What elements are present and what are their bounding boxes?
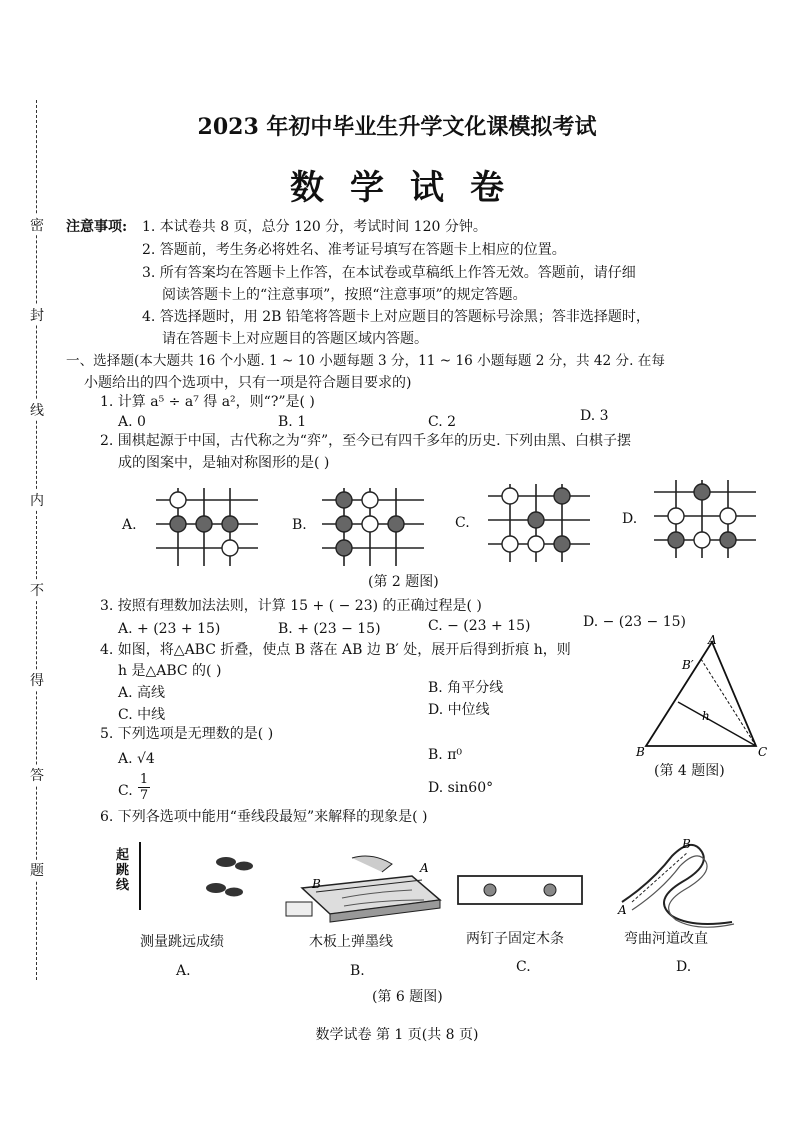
note-4-cont: 请在答题卡上对应题目的答题区域内答题。 — [162, 331, 428, 347]
q6-caption: (第 6 题图) — [372, 989, 443, 1005]
exam-title: 2023 年初中毕业生升学文化课模拟考试 — [197, 114, 597, 140]
q6-letter-b: B. — [350, 963, 365, 979]
q6-pic-b-label-a: A — [420, 861, 429, 875]
seal-char-feng: 封 — [27, 305, 47, 325]
q5-option-a: A. √4 — [118, 751, 155, 767]
q1-option-c: C. 2 — [428, 414, 457, 430]
q3-option-d: D. − (23 − 15) — [583, 614, 686, 630]
q6-pic-b-ink-line-board — [282, 848, 442, 928]
q5-stem: 5. 下列选项是无理数的是( ) — [100, 726, 274, 742]
q4-label-a: A — [708, 633, 717, 647]
q6-jump-line-label: 起跳线 — [116, 848, 130, 893]
q2-stem-cont: 成的图案中，是轴对称图形的是( ) — [118, 455, 330, 471]
q6-letter-c: C. — [516, 959, 531, 975]
q6-stem: 6. 下列各选项中能用“垂线段最短”来解释的现象是( ) — [100, 809, 428, 825]
q5-fraction-numerator: 1 — [139, 772, 149, 787]
q4-option-a: A. 高线 — [118, 685, 166, 701]
q4-stem-cont: h 是△ABC 的( ) — [118, 663, 222, 679]
q4-label-h: h — [702, 709, 710, 723]
q1-option-d: D. 3 — [580, 408, 609, 424]
q1-option-b: B. 1 — [278, 414, 307, 430]
q6-pic-a-footprints — [136, 842, 266, 912]
q3-option-b: B. + (23 − 15) — [278, 621, 381, 637]
q6-pic-d-label-b: B — [682, 837, 691, 851]
q1-stem: 1. 计算 a⁵ ÷ a⁷ 得 a²，则“?”是( ) — [100, 394, 315, 410]
seal-char-da: 答 — [27, 765, 47, 785]
q4-stem: 4. 如图，将△ABC 折叠，使点 B 落在 AB 边 B′ 处，展开后得到折痕 h，则 — [100, 642, 571, 658]
q2-label-b: B. — [292, 517, 307, 533]
seal-char-xian: 线 — [27, 400, 47, 420]
q3-option-a: A. + (23 + 15) — [118, 621, 221, 637]
q4-label-b: B — [636, 745, 645, 759]
q3-stem: 3. 按照有理数加法法则，计算 15 + ( − 23) 的正确过程是( ) — [100, 598, 482, 614]
q6-pic-d-curved-river — [614, 836, 744, 928]
q6-pic-a-caption: 测量跳远成绩 — [140, 934, 224, 950]
q2-caption: (第 2 题图) — [368, 574, 439, 590]
q5-option-c-fraction — [138, 772, 150, 803]
q6-pic-b-label-b: B — [312, 877, 321, 891]
q6-letter-a: A. — [176, 963, 191, 979]
notes-label: 注意事项: — [66, 219, 128, 235]
q6-pic-d-label-a: A — [618, 903, 627, 917]
q4-label-c: C — [758, 745, 768, 759]
q6-pic-c-nailed-strip — [456, 870, 586, 910]
q4-caption: (第 4 题图) — [654, 763, 725, 779]
q5-option-d: D. sin60° — [428, 780, 494, 796]
seal-char-nei: 内 — [27, 490, 47, 510]
go-pattern-d — [650, 478, 760, 560]
q3-option-c: C. − (23 + 15) — [428, 618, 531, 634]
paper-title: 数学试卷 — [290, 168, 530, 208]
q2-label-c: C. — [455, 515, 470, 531]
go-pattern-c — [484, 482, 594, 564]
note-2: 2. 答题前，考生务必将姓名、准考证号填写在答题卡上相应的位置。 — [142, 242, 566, 258]
q4-option-c: C. 中线 — [118, 707, 166, 723]
seal-char-ti: 题 — [27, 860, 47, 880]
q4-option-b: B. 角平分线 — [428, 680, 504, 696]
q1-option-a: A. 0 — [118, 414, 146, 430]
q4-triangle-figure — [632, 632, 782, 760]
q2-stem: 2. 围棋起源于中国，古代称之为“弈”，至今已有四千多年的历史. 下列由黑、白棋子摆 — [100, 433, 632, 449]
note-3: 3. 所有答案均在答题卡上作答，在本试卷或草稿纸上作答无效。答题前，请仔细 — [142, 265, 636, 281]
q2-label-d: D. — [622, 511, 638, 527]
go-pattern-a — [152, 486, 262, 568]
section-heading: 一、选择题(本大题共 16 个小题. 1 ~ 10 小题每题 3 分，11 ~ 16 小题每题 2 分，共 42 分. 在每 — [66, 353, 665, 369]
seal-char-de: 得 — [27, 670, 47, 690]
q6-pic-c-caption: 两钉子固定木条 — [466, 931, 564, 947]
q6-pic-d-caption: 弯曲河道改直 — [624, 931, 708, 947]
page-footer: 数学试卷 第 1 页(共 8 页) — [315, 1027, 479, 1043]
q4-option-d: D. 中位线 — [428, 702, 490, 718]
q5-option-c-prefix: C. — [118, 783, 133, 799]
q5-option-b: B. π⁰ — [428, 747, 463, 763]
q2-label-a: A. — [122, 517, 137, 533]
q6-letter-d: D. — [676, 959, 692, 975]
go-pattern-b — [318, 486, 428, 568]
section-heading-cont: 小题给出的四个选项中，只有一项是符合题目要求的) — [84, 375, 412, 391]
note-4: 4. 答选择题时，用 2B 铅笔将答题卡上对应题目的答题标号涂黑；答非选择题时， — [142, 309, 650, 325]
seal-char-mi: 密 — [27, 215, 47, 235]
note-1: 1. 本试卷共 8 页，总分 120 分，考试时间 120 分钟。 — [142, 219, 487, 235]
seal-char-bu: 不 — [27, 580, 47, 600]
q6-pic-b-caption: 木板上弹墨线 — [309, 934, 393, 950]
note-3-cont: 阅读答题卡上的“注意事项”，按照“注意事项”的规定答题。 — [162, 287, 527, 303]
q4-label-b-prime: B′ — [682, 658, 694, 672]
q5-fraction-denominator: 7 — [139, 788, 149, 803]
